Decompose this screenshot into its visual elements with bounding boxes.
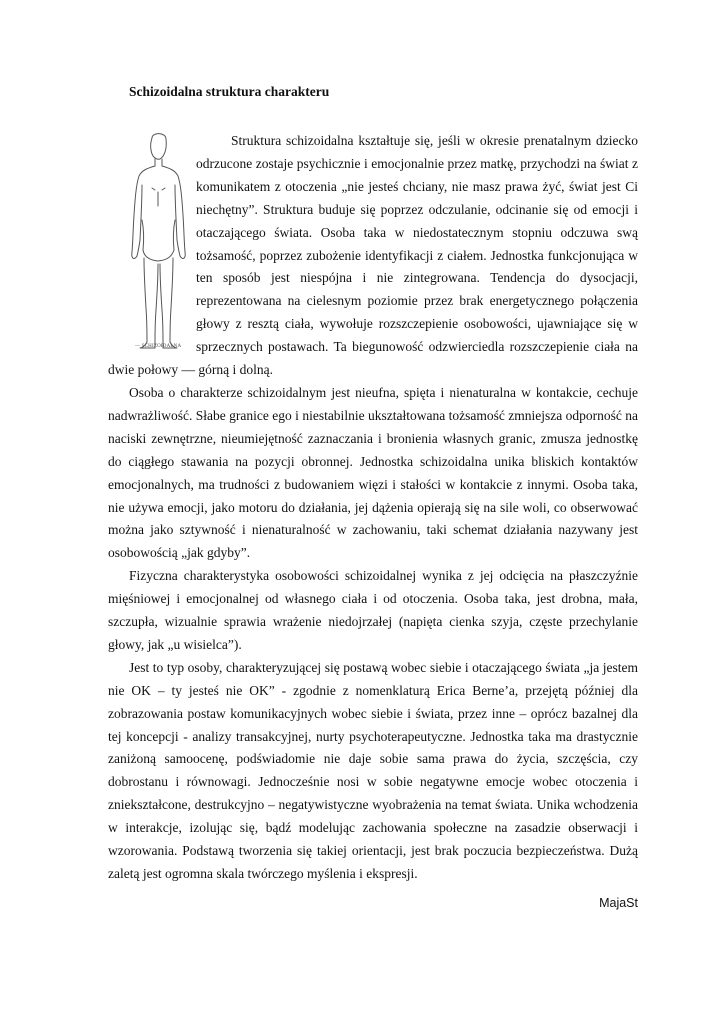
paragraph: Jest to typ osoby, charakteryzującej się postawą wobec siebie i otaczającego świata „ja jestem nie OK – ty jesteś nie OK” - zgodnie z nomenklaturą Erica Berne’a, przejętą później dla zobrazowania postaw komunikacyjnych wobec siebie i świata, przez inne – oprócz bazalnej dla tej koncepcji - analizy transakcyjnej, nurty psychoterapeutyczne. Jednostka taka ma drastycznie zaniżoną samoocenę, podświadomie nie daje sobie sama prawa do życia, szczęścia, czy dobrostanu i równowagi. Jednocześnie nosi w sobie negatywne emocje wobec otoczenia i zniekształcone, destrukcyjno – negatywistyczne wyobrażenia na temat świata. Unika wchodzenia w interakcje, izolując się, bądź modelując zachowania społeczne na zasadzie obserwacji i wzorowania. Podstawą tworzenia się takiej orientacji, jest brak poczucia bezpieczeństwa. Dużą zaletą jest ogromna skala twórczego myślenia i ekspresji. [108, 659, 638, 881]
figure-spacer [108, 130, 196, 355]
document-title: Schizoidalna struktura charakteru [129, 84, 330, 99]
paragraph: Struktura schizoidalna kształtuje się, jeśli w okresie prenatalnym dziecko odrzucone zostaje psychicznie i emocjonalnie przez matkę, przychodzi na świat z komunikatem z otoczenia „nie jesteś chciany, nie masz prawa żyć, świat jest Ci niechętny”. Struktura buduje się poprzez odczulanie, odcinanie się od emocji i otaczającego świata. Osoba taka w niedostatecznym stopniu odczuwa swą tożsamość, poprzez zubożenie identyfikacji z ciałem. Jednostka funkcjonująca w ten sposób jest niespójna i nie zintegrowana. Tendencja do dysocjacji, reprezentowana na cielesnym poziomie przez brak energetycznego połączenia głowy z resztą ciała, wywołuje rozszczepienie osobowości, ujawniające się w sprzecznych postawach. Ta biegunowość odzwierciedla rozszczepienie ciała na dwie połowy — górną i dolną. [108, 133, 638, 378]
paragraph: Fizyczna charakterystyka osobowości schizoidalnej wynika z jej odcięcia na płaszczyźnie mięśniowej i emocjonalnej od własnego ciała i od otoczenia. Osoba taka, jest drobna, mała, szczupła, wizualnie sprawia wrażenie niedojrzałej (napięta cienka szyja, częste przechylanie głowy, jak „u wisielca”). [108, 568, 638, 652]
document-body [108, 130, 638, 886]
paragraph: Osoba o charakterze schizoidalnym jest nieufna, spięta i nienaturalna w kontakcie, cechuje nadwrażliwość. Słabe granice ego i niestabilnie ukształtowana tożsamość zmniejsza odporność na naciski zewnętrzne, nieumiejętność zaznaczania i bronienia własnych granic, zmusza jednostkę do ciągłego stawania na pozycji obronnej. Jednostka schizoidalna unika bliskich kontaktów emocjonalnych, ma trudności z budowaniem więzi i stałości w kontakcie z innymi. Osoba taka, nie używa emocji, jako motoru do działania, jej dążenia opierają się na sile woli, co obserwować można jako sztywność i nienaturalność w zachowaniu, taki schemat działania nazywany jest osobowością „jak gdyby”. [108, 384, 638, 561]
author-signature: MajaSt [599, 896, 638, 910]
figure-caption: — SCHIZOIDALNA [135, 344, 182, 349]
